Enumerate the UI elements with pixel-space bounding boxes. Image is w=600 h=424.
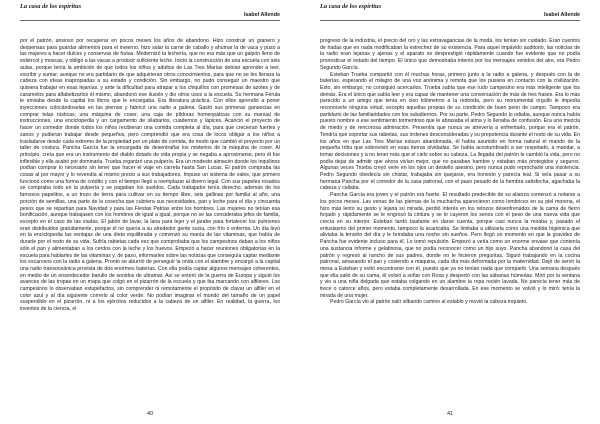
paragraph: progreso de la industria, el precio del oro y las extravagancias de la moda, los tenían sin cuidado. Eran cuentos de hadas que en nada modificaban la estrechez de su existencia. Para aquel impávido auditorio, las noticias de la radio eran lejanas y ajenas y el aparato se desprestigió rápidamente cuando fue evidente que no podía pronosticar el estado del tiempo. El único que demostraba interés por los mensajes venidos del aire, era Pedro Segundo García.	[320, 38, 580, 71]
right-page	[320, 0, 580, 424]
paragraph: Esteban Trueba compartió con él muchas horas, primero junto a la radio a galena, y después con la de baterías, esperando el milagro de una voz anónima y remota que los pusiera en contacto con la civilización. Esto, sin embargo, no consiguió acercarlos. Trueba sabía que ese rudo campesino era más inteligente que los demás. Era el único que sabía leer y era capaz de mantener una conversación de más de tres frases. Era lo más parecido a un amigo que tenía en cien kilómetros a la redonda, pero su monumental orgullo le impedía reconocerle ninguna virtud, excepto aquellas propias de su condición de buen peón de campo. Tampoco era partidario de las familiaridades con los subalternos. Por su parte, Pedro Segundo lo odiaba, aunque nunca había puesto nombre a ese sentimiento tormentoso que le abrasaba el alma y lo llenaba de confusión. Era una mezcla de miedo y de rencorosa admiración. Presentía que nunca se atrevería a enfrentarlo, porque era el patrón. Tendría que soportar sus rabietas, sus órdenes desconsideradas y su prepotencia durante el resto de su vida. En los años en que Las Tres Marías estuvo abandonada, él había asumido en forma natural el mando de la pequeña tribu que sobrevivió en esas tierras olvidadas. Se había acostumbrado a ser respetado, a mandar, a tomar decisiones y a no tener más que el cielo sobre su cabeza. La llegada del patrón le cambió la vida, pero no podía dejar de admitir que ahora vivían mejor, que no pasaban hambre y estaban más protegidos y seguros. Algunas veces Trueba creyó verle en los ojos un destello asesino, pero nunca pudo reprocharle una insolencia. Pedro Segundo obedecía sin chistar, trabajaba sin quejarse, era honesto y parecía leal. Si veía pasar a su hermana Pancha por el corredor de la casa patronal, con el paso pesado de la hembra satisfecha, agachaba la cabeza y callaba.	[320, 71, 580, 192]
paragraph: Pedro García vio al patrón salir silbando camino al establo y movió la cabeza inquieto.	[330, 299, 528, 306]
page-body	[320, 38, 580, 306]
header-rule	[20, 20, 280, 21]
page-header	[320, 3, 580, 23]
page-body	[20, 38, 280, 313]
author-name: Isabel Allende	[543, 12, 580, 18]
paragraph: por el patrón, ansioso por recuperar en pocos meses los años de abandono. Hizo construir un granero y despensas para guardar alimentos para el invierno, hizo salar la carne de caballo y ahumar la de vaca y puso a las mujeres a hacer dulces y conservas de frutas. Modernizó la lechería, que no era más que un galpón lleno de estiércol y moscas, y obligó a las vacas a producir suficiente leche. Inició la construcción de una escuela con seis aulas, porque tenía la ambición de que todos los niños y adultos de Las Tres Marías debían aprender a leer, escribir y sumar, aunque no era partidario de que adquirieran otros conocimientos, para que no se les llenara la cabeza con ideas inapropiadas a su estado y condición. Sin embargo, no pudo conseguir un maestro que quisiera trabajar en esas lejanías, y ante la dificultad para atrapar a los chiquillos con promesas de azotes y de caramelos para alfabetizarlos él mismo, abandonó ese ilusión y dio otros usos a la escuela. Su hermana Férula le enviaba desde la capital los libros que le encargaba. Era literatura práctica. Con ellos aprendió a poner inyecciones colocándoselas en las piernas y fabricó una radio a galena. Gastó sus primeras ganancias en comprar telas rústicas, una máquina de coser, una caja de píldoras homeopáticas con su manual de instrucciones, una enciclopedia y un cargamento de silabarios, cuadernos y lápices. Acarició el proyecto de hacer un comedor donde todos los niños recibieran una comida completa al día, para que crecieran fuertes y sanos y pudieran trabajar desde pequeños, pero comprendió que era cosa de locos obligar a los niños a trasladarse desde cada extremo de la propiedad por un plato de comida, de modo que cambió el proyecto por un taller de costura. Pancha García fue la encargada de desentrañar los misterios de la máquina de coser. Al principio, creía que era un instrumento del diablo dotado de vida propia y se negaba a aproximarse, pero él fue inflexible y ella acabó por dominarla. Trueba organizó una pulpería. Era un modesto almacén donde los inquilinos podían comprar lo necesario sin tener que hacer el viaje en carreta hasta San Lucas. El patrón compraba las cosas al por mayor y lo revendía al mismo precio a sus trabajadores. Impuso un sistema de vales, que primero funcionó como una forma de crédito y con el tiempo llegó a reemplazar al dinero legal. Con sus papeles rosados se compraba todo en la pulpería y se pagaban los sueldos. Cada trabajador tenía derecho, además de los famosos papelitos, a un trozo de tierra para cultivar en su tiempo libre, seis gallinas por familia al año, una porción de semillas, una parte de la cosecha que cubriera sus necesidades, pan y leche para el día y cincuenta pesos que se repartían para Navidad y para las Fiestas Patrias entre los hombres. Las mujeres no tenían esa bonificación, aunque trabajasen con los hombres de igual a igual, porque no se las consideraba jefes de familia, excepto en el caso de las viudas. El jabón de lavar, la lana para tejer y el jarabe para fortalecer los pulmones eran distribuidos gratuitamente, porque él no quería a su alrededor gente sucia, con frío o enferma. Un día leyó en la enciclopedia las ventajas de una dieta equilibrada y comenzó su manía de las vitaminas, que había de durarle por el resto de su vida. Sufría rabietas cada vez que comprobaba que los campesinos daban a los niños sólo el pan y alimentaban a los cerdos con la leche y los huevos. Empezó a hacer reuniones obligatorias en la escuela para hablarles de las vitaminas y, de paso, informarles sobre las noticias que conseguía captar mediante los escarceos con la radio a galena. Pronto se aburrió de perseguir la onda con el alambre y encargó a la capital una radio transoceánica provista de dos enormes baterías. Con ella podía captar algunos mensajes coherentes, en medio de un ensordecedor barullo de sonidos de ultramar. Así se enteró de la guerra de Europa y siguió los avances de las tropas en un mapa que colgó en el pizarrón de la escuela y que iba marcando con alfileres. Los campesinos lo observaban estupefactos, sin comprender ni remotamente el propósito de clavar un alfiler en el color azul y al día siguiente correrlo al color verde. No podían imaginar el mundo del tamaño de un papel suspendido en el pizarrón, ni a los ejércitos reducidos a la cabeza de un alfiler. En realidad, la guerra, los inventos de la ciencia, el	[20, 38, 280, 313]
left-page	[20, 0, 280, 424]
book-title: La casa de los espíritus	[20, 3, 82, 10]
author-name: Isabel Allende	[243, 12, 280, 18]
page-number: 40	[147, 411, 153, 417]
page-header	[20, 3, 280, 23]
page-number: 41	[447, 411, 453, 417]
book-title: La casa de los espíritus	[320, 3, 382, 10]
paragraph: Pancha García era joven y el patrón era fuerte. El resultado predecible de su alianza comenzó a notarse a los pocos meses. Las venas de las piernas de la muchacha aparecieron como lombrices en su piel morena, el hizo más lento su gesto y lejana su mirada, perdió interés en los retozos desenfrenados de la cama de fierro forjado y rápidamente se le engrosó la cintura y se le cayeron los senos con el peso de una nueva vida que crecía en su interior. Esteban tardó bastante en darse cuenta, porque casi nunca la miraba y, pasado el entusiasmo del primer momento, tampoco la acariciaba. Se limitaba a utilizarla como una medida higiénica que aliviaba la tensión del día y le brindaba una noche sin sueños. Pero llegó un momento en que la gravidez de Pancha fue evidente incluso para él. Lo tomó repulsión. Empezó a verla como un enorme envase que contenía una sustancia informe y gelatinosa, que no podía reconocer como un hijo suyo. Pancha abandonó la casa del patrón y regresó al rancho de sus padres, donde no le hicieron preguntas. Siguió trabajando en la cocina patronal, amasando el pan y cosiendo a máquina, cada día más deformada por la maternidad. Dejó de servir la mesa a Esteban y evitó encontrarse con él, puesto que ya no tenían nada que compartir. Una semana después que ella salió de su cama, él volvió a soñar con Rosa y despertó con las sábanas húmedas. Miró por la ventana y vio a una niña delgada que estaba colgando en un alambre la ropa recién lavada. No parecía tener más de trece o catorce años, pero estaba completamente desarrollada. En ese momento se volvió y lo miró: tenía la mirada de una mujer.	[320, 192, 580, 299]
header-rule	[320, 20, 580, 21]
